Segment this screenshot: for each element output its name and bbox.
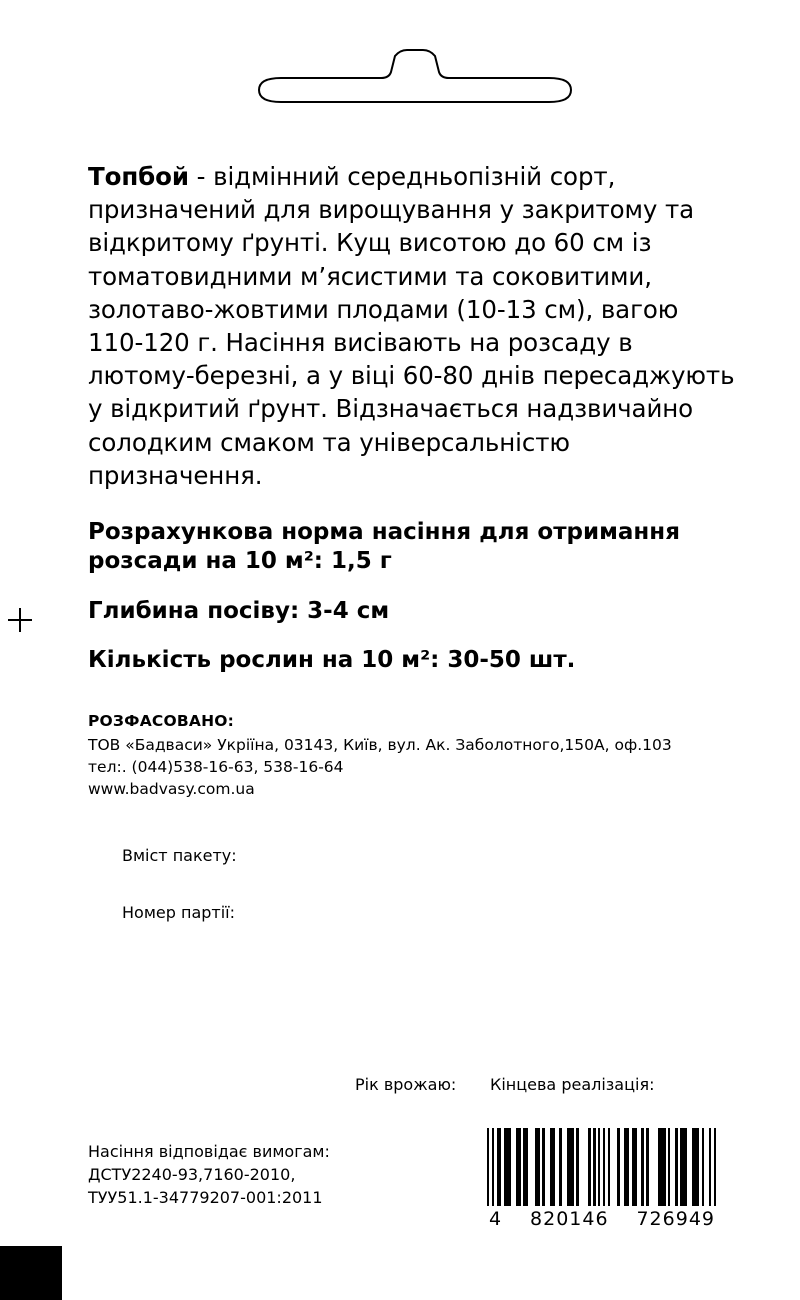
standards-line-2: ДСТУ2240-93,7160-2010, [88,1165,296,1185]
variety-name: Топбой [88,162,189,191]
field-batch-label: Номер партії: [122,903,235,922]
hanger-hole [255,48,575,104]
standards-line-1: Насіння відповідає вимогам: [88,1142,330,1161]
spec-sowing-depth: Глибина посіву: 3-4 см [88,597,390,624]
standards-block [88,1140,330,1210]
field-final-sale-label: Кінцева реалізація: [490,1075,655,1094]
barcode-bars [487,1128,717,1206]
spec-seed-rate: Розрахункова норма насіння для отримання розсади на 10 м²: 1,5 г [88,518,680,575]
packer-website: www.badvasy.com.ua [88,780,255,798]
standards-line-3: ТУУ51.1-34779207-001:2011 [88,1188,323,1208]
field-harvest-year-label: Рік врожаю: [355,1075,457,1094]
packer-company: ТОВ «Бадваси» Укріїна, 03143, Київ, вул. Ак. Заболотного,150А, оф.103 [88,736,672,754]
barcode-digits-right: 726949 [636,1208,715,1230]
packer-title: РОЗФАСОВАНО: [88,712,235,730]
variety-description-text: - відмінний середньопізній сорт, призначений для вирощування у закритому та відкритому ґрунті. Кущ висотою до 60 см із томатовидними м’ясистими та соковитими, золотаво-жовтими плодами (10-13 см), вагою 110-120 г. Насіння висівають на розсаду в лютому-березні, а у віці 60-80 днів пересаджують у відкритий ґрунт. Відзначається надзвичайно солодким смаком та універсальністю призначення. [88,162,735,490]
print-registration-block [0,1246,62,1300]
packer-block [88,712,748,800]
field-contents-label: Вміст пакету: [122,846,237,865]
spec-plant-count: Кількість рослин на 10 м²: 30-50 шт. [88,647,576,674]
registration-cross-icon [8,608,32,632]
product-info [88,160,738,676]
variety-description [88,160,738,492]
barcode-digits [487,1208,717,1230]
barcode-digit-lead: 4 [489,1208,503,1230]
barcode-digits-left: 820146 [530,1208,609,1230]
barcode [487,1128,717,1230]
packer-phone: тел:. (044)538-16-63, 538-16-64 [88,758,344,776]
